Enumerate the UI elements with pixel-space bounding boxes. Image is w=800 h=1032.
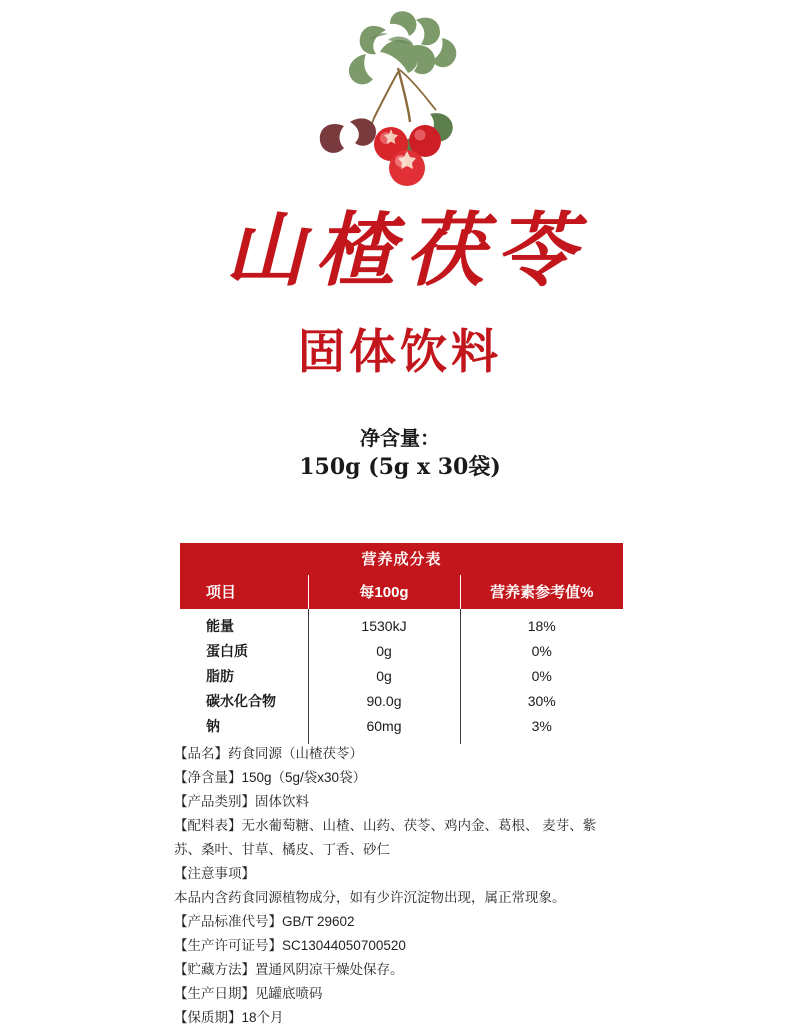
info-line-ingredients: 【配料表】无水葡萄糖、山楂、山药、茯苓、鸡内金、葛根、 麦芽、紫苏、桑叶、甘草、橘皮、丁香、砂仁 <box>174 818 597 857</box>
info-line-shelf-life: 【保质期】18个月 <box>174 1010 284 1025</box>
info-line-license-number: 【生产许可证号】SC13044050700520 <box>174 938 406 953</box>
net-weight-value: 150g (5g x 30袋) <box>299 454 501 480</box>
nutrition-cell-per100g: 1530kJ <box>308 609 460 639</box>
info-line-storage: 【贮藏方法】置通风阴凉干燥处保存。 <box>174 962 404 977</box>
info-line-category: 【产品类别】固体饮料 <box>174 794 309 809</box>
hawthorn-branch-illustration <box>0 10 800 200</box>
nutrition-cell-per100g: 90.0g <box>308 689 460 714</box>
nutrition-table-title: 营养成分表 <box>180 543 623 575</box>
nutrition-cell-per100g: 0g <box>308 664 460 689</box>
nutrition-cell-nrv: 30% <box>460 689 623 714</box>
nutrition-cell-item: 蛋白质 <box>180 639 308 664</box>
nutrition-header-nrv: 营养素参考值% <box>460 575 623 609</box>
nutrition-cell-item: 碳水化合物 <box>180 689 308 714</box>
info-line-notice-heading: 【注意事项】 <box>174 866 255 881</box>
info-line-net-weight: 【净含量】150g（5g/袋x30袋） <box>174 770 367 785</box>
nutrition-header-item: 项目 <box>180 575 308 609</box>
table-row <box>180 609 623 639</box>
product-subtitle: 固体饮料 <box>298 325 502 378</box>
net-weight-block <box>0 424 800 482</box>
info-line-notice-body: 本品内含药食同源植物成分，如有少许沉淀物出现，属正常现象。 <box>174 890 566 905</box>
info-line-standard-code: 【产品标准代号】GB/T 29602 <box>174 914 355 929</box>
nutrition-table <box>180 543 623 744</box>
nutrition-cell-item: 钠 <box>180 714 308 744</box>
net-weight-label: 净含量： <box>360 426 440 450</box>
nutrition-cell-item: 脂肪 <box>180 664 308 689</box>
page-title: 山楂茯苓 <box>225 203 585 297</box>
nutrition-table-header-row <box>180 575 623 609</box>
info-line-production-date: 【生产日期】见罐底喷码 <box>174 986 323 1001</box>
table-row <box>180 639 623 664</box>
info-line-name: 【品名】药食同源（山楂茯苓） <box>174 746 363 761</box>
table-row <box>180 689 623 714</box>
nutrition-cell-per100g: 0g <box>308 639 460 664</box>
nutrition-cell-nrv: 18% <box>460 609 623 639</box>
hawthorn-illustration-svg <box>270 10 530 195</box>
nutrition-cell-nrv: 0% <box>460 664 623 689</box>
table-row <box>180 714 623 744</box>
nutrition-cell-per100g: 60mg <box>308 714 460 744</box>
nutrition-cell-nrv: 3% <box>460 714 623 744</box>
nutrition-cell-nrv: 0% <box>460 639 623 664</box>
table-row <box>180 664 623 689</box>
product-info-block <box>174 742 774 1030</box>
nutrition-cell-item: 能量 <box>180 609 308 639</box>
nutrition-header-per100g: 每100g <box>308 575 460 609</box>
nutrition-table-title-row <box>180 543 623 575</box>
